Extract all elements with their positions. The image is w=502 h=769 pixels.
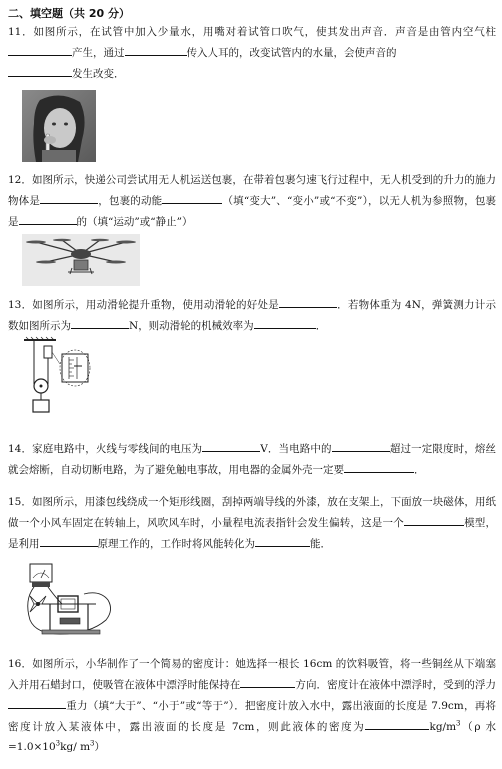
q15-text-4: 能． xyxy=(310,538,331,550)
q14-blank-2[interactable] xyxy=(332,438,390,452)
question-16 xyxy=(8,654,496,757)
q14-blank-1[interactable] xyxy=(202,438,260,452)
q15-blank-2[interactable] xyxy=(40,533,98,547)
q11-blank-2[interactable] xyxy=(125,42,187,56)
q12-text-2: ，包裹的动能 xyxy=(98,195,163,207)
q15-blank-3[interactable] xyxy=(255,533,310,547)
q16-hint-3: ） xyxy=(94,741,106,753)
q16-blank-2[interactable] xyxy=(8,695,66,709)
q12-text-1: 12．如图所示，快递公司尝试用无人机运送包裹，在带着包裹匀速飞行过程中，无人机受到的升力的施力物体是 xyxy=(8,174,496,207)
q15-text-2: 模型，是利用 xyxy=(8,517,497,550)
q12-blank-1[interactable] xyxy=(40,190,98,204)
q14-text-1: 14．家庭电路中，火线与零线间的电压为 xyxy=(8,443,203,455)
q13-blank-3[interactable] xyxy=(254,315,316,329)
question-13 xyxy=(8,294,496,336)
question-11 xyxy=(8,22,496,84)
q14-text-4: ． xyxy=(414,464,425,476)
q13-text-1: 13．如图所示，用动滑轮提升重物，使用动滑轮的好处是 xyxy=(8,299,279,311)
question-15 xyxy=(8,492,496,554)
q11-blank-1[interactable] xyxy=(8,42,72,56)
q12-blank-3[interactable] xyxy=(19,211,77,225)
q14-text-2: V．当电路中的 xyxy=(260,443,332,455)
q15-text-3: 原理工作的，工作时将风能转化为 xyxy=(97,538,255,550)
q13-blank-1[interactable] xyxy=(279,294,337,308)
q11-text-3: 传入人耳的，改变试管内的水量，会使声音的 xyxy=(186,47,397,59)
q12-drone-figure xyxy=(22,234,140,286)
question-14 xyxy=(8,438,496,480)
q16-unit: kg/m xyxy=(429,721,457,733)
q16-unit-exp: 3 xyxy=(456,719,461,728)
q13-text-3: N，则动滑轮的机械效率为 xyxy=(129,320,254,332)
q15-blank-1[interactable] xyxy=(404,512,464,526)
q14-text-3: 超过一定限度时，熔丝就会熔断，自动切断电路，为了避免触电事故，用电器的金属外壳一定要 xyxy=(8,443,496,476)
q12-text-4: 的（填“运动”或“静止”） xyxy=(76,216,193,228)
q11-text-4: 发生改变． xyxy=(72,68,125,80)
q16-blank-1[interactable] xyxy=(240,674,295,688)
q16-text-2: 方向．密度计在液体中漂浮时，受到的浮力 xyxy=(295,679,497,691)
q16-blank-3[interactable] xyxy=(365,716,429,730)
q16-hint-exp-2: 3 xyxy=(90,739,95,748)
q16-text-1: 16．如图所示，小华制作了一个简易的密度计：她选择一根长 16cm 的饮料吸管，将一些铜丝从下端塞入并用石蜡封口，使吸管在液体中漂浮时能保持在 xyxy=(8,658,496,691)
q13-blank-2[interactable] xyxy=(71,315,129,329)
q11-text-2: 产生，通过 xyxy=(72,47,125,59)
q16-hint-2: kg/ m xyxy=(60,741,91,753)
q13-text-4: ． xyxy=(315,320,327,332)
q16-text-3: 重力（填“大于”、“小于”或“等于”）．把密度计放入水中，露出液面的长度是 7.9cm，再将密度计放入某液体中，露出液面的长度是 7cm，则此液体的密度为 xyxy=(8,700,496,733)
q13-text-2: ．若物体重为 4N，弹簧测力计示数如图所示为 xyxy=(8,299,496,332)
q11-photo-figure xyxy=(22,90,96,162)
q16-hint-exp-1: 3 xyxy=(55,739,61,748)
q14-blank-3[interactable] xyxy=(344,459,414,473)
question-12 xyxy=(8,170,496,232)
q12-blank-2[interactable] xyxy=(162,190,222,204)
q11-blank-3[interactable] xyxy=(8,63,72,77)
q15-generator-figure xyxy=(20,560,120,646)
q13-pulley-figure xyxy=(22,336,104,416)
q16-hint-1: （ρ 水=1.0×10 xyxy=(8,721,497,753)
section-title: 二、填空题（共 20 分） xyxy=(8,7,130,20)
q15-text-1: 15．如图所示，用漆包线绕成一个矩形线圈，刮掉两端导线的外漆，放在支架上，下面放一块磁体，用纸做一个小风车固定在转轴上，风吹风车时，小量程电流表指针会发生偏转，这是一个 xyxy=(8,496,496,529)
q12-text-3: （填“变大”、“变小”或“不变”），以无人机为参照物，包裹是 xyxy=(8,195,496,228)
q11-text-1: 11．如图所示，在试管中加入少量水，用嘴对着试管口吹气，使其发出声音．声音是由管内空气柱 xyxy=(8,26,496,38)
